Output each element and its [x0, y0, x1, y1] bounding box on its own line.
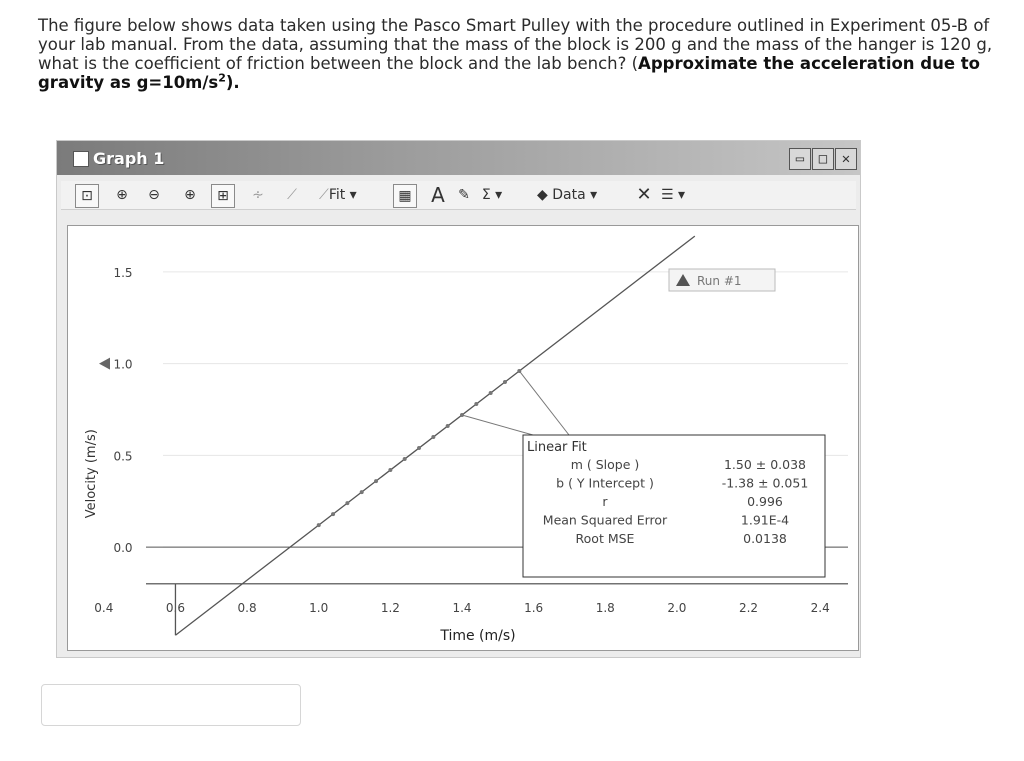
legend-run-label: Run #1: [697, 274, 742, 288]
zoom-in-icon[interactable]: ⊕: [116, 187, 128, 203]
fit-row-value: 1.50 ± 0.038: [723, 457, 807, 472]
fit-connector-line: [462, 415, 533, 435]
data-point: [345, 501, 349, 505]
data-point: [446, 424, 450, 428]
annotation-icon[interactable]: ✎: [458, 187, 470, 203]
data-point: [431, 435, 435, 439]
x-tick-label: 1.0: [309, 600, 329, 615]
x-tick-label: 1.2: [380, 600, 400, 615]
x-tick-label: 2.0: [667, 600, 687, 615]
close-button[interactable]: ✕: [835, 148, 857, 170]
graph-settings-dropdown[interactable]: ☰ ▾: [661, 187, 686, 203]
graph-figure: [56, 140, 861, 658]
fit-connector-line: [519, 371, 569, 435]
y-tick-label: 0.5: [113, 449, 133, 464]
y-tick-label: 1.0: [113, 357, 133, 372]
zoom-select-icon[interactable]: ⊕: [184, 187, 196, 203]
data-point: [374, 479, 378, 483]
data-point: [417, 446, 421, 450]
data-point: [317, 523, 321, 527]
fit-row-name: m ( Slope ): [570, 457, 640, 472]
data-dropdown[interactable]: ◆ Data ▾: [537, 187, 598, 203]
fit-row-name: b ( Y Intercept ): [556, 475, 654, 491]
scale-to-fit-icon[interactable]: ⊡: [75, 184, 99, 208]
x-axis-label: Time (m/s): [440, 628, 516, 644]
x-tick-label: 2.4: [810, 600, 830, 615]
fit-dropdown[interactable]: ⟋Fit ▾: [319, 187, 357, 203]
statistics-dropdown[interactable]: Σ ▾: [481, 187, 503, 203]
fit-row-value: 0.996: [747, 494, 783, 509]
coordinate-tool-icon[interactable]: ∻: [252, 187, 264, 203]
smart-tool-icon[interactable]: ⊞: [211, 184, 235, 208]
data-point: [474, 402, 478, 406]
question-part1: The figure below shows data taken using the Pasco Smart Pulley with the procedure outlined in Experiment 05-B of your lab manual. From the data, assuming that the mass of the block is 200 g and the mass of the hanger is 120 g, what is the coefficient of friction between the block and the lab bench? (: [38, 16, 993, 73]
question-bold-gravity: Approximate the acceleration due to gravity as $g=10m/s^2$).: [38, 54, 981, 92]
fit-row-value: -1.38 ± 0.051: [721, 475, 809, 491]
maximize-button[interactable]: □: [812, 148, 834, 170]
answer-input[interactable]: [41, 684, 301, 726]
x-tick-label: 1.6: [524, 600, 544, 615]
data-point: [489, 391, 493, 395]
data-point: [360, 490, 364, 494]
question-text: [38, 16, 1008, 92]
x-tick-label: 1.8: [595, 600, 615, 615]
y-axis-label: Velocity (m/s): [84, 429, 99, 519]
fit-title: Linear Fit: [527, 440, 587, 455]
x-tick-label: 0.8: [237, 600, 257, 615]
x-tick-label: 2.2: [738, 600, 759, 615]
fit-row-name: Mean Squared Error: [542, 512, 668, 528]
delete-button[interactable]: ✕: [636, 184, 652, 205]
fit-row-name: r: [602, 494, 608, 509]
fit-row-name: Root MSE: [575, 531, 635, 546]
calculator-icon[interactable]: ▦: [393, 184, 417, 208]
text-tool-button[interactable]: A: [431, 183, 445, 207]
velocity-time-chart: [57, 141, 860, 657]
slope-tool-icon[interactable]: ⟋: [287, 187, 297, 203]
minimize-button[interactable]: ▭: [789, 148, 811, 170]
y-tick-label: 1.5: [113, 265, 133, 280]
fit-row-value: 1.91E-4: [740, 512, 790, 528]
x-tick-label: 1.4: [452, 600, 472, 615]
zoom-out-icon[interactable]: ⊖: [148, 187, 160, 203]
y-axis-marker-icon: [99, 358, 110, 370]
graph-window-title: Graph 1: [93, 149, 165, 168]
x-tick-label: 0.4: [94, 600, 114, 615]
data-point: [331, 512, 335, 516]
x-tick-label: 0.6: [165, 600, 186, 615]
y-tick-label: 0.0: [113, 541, 133, 556]
fit-row-value: 0.0138: [743, 531, 787, 546]
data-point: [388, 468, 392, 472]
data-point: [403, 457, 407, 461]
data-point: [503, 380, 507, 384]
